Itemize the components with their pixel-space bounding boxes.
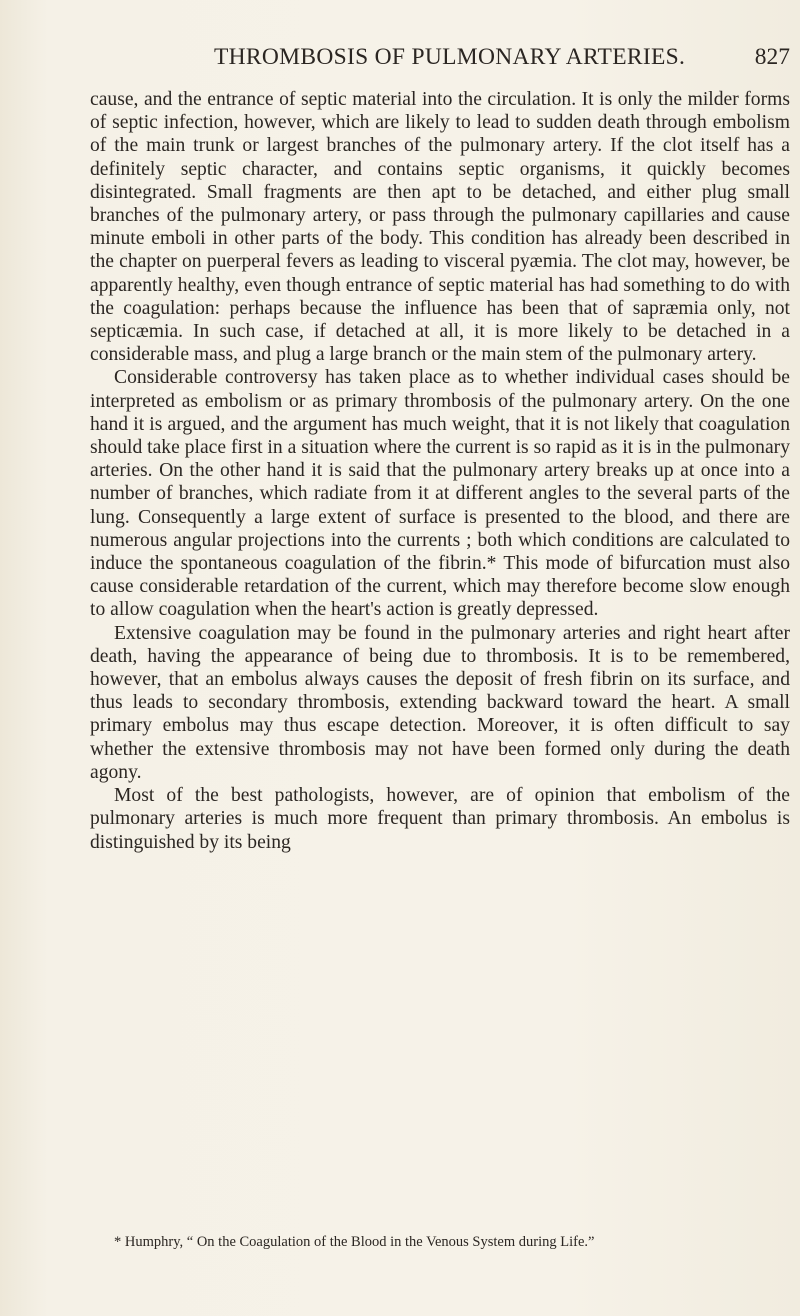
paragraph-extensive-coagulation: Extensive coagulation may be found in the pulmonary arteries and right heart after death, having the appearance of being due to thrombosis. It is to be remembered, however, that an embolus always causes the deposit of fresh fibrin on its surface, and thus leads to secondary thrombosis, extending backward toward the heart. A small primary embolus may thus escape detection. Moreover, it is often difficult to say whether the extensive thrombosis may not have been formed only during the death agony.	[90, 622, 790, 783]
paragraph-pathologists-opinion: Most of the best pathologists, however, are of opinion that embolism of the pulmonary arteries is much more frequent than primary thrombosis. An embolus is distinguished by its being	[90, 785, 790, 853]
body-text	[90, 88, 790, 854]
paragraph-septic-embolism: cause, and the entrance of septic material into the circulation. It is only the milder forms of septic infection, however, which are likely to lead to sudden death through embolism of the main trunk or largest branches of the pulmonary artery. If the clot itself has a definitely septic character, and contains septic organisms, it quickly becomes disintegrated. Small fragments are then apt to be detached, and either plug small branches of the pulmonary artery, or pass through the pulmonary capillaries and cause minute emboli in other parts of the body. This condition has already been described in the chapter on puerperal fevers as leading to visceral pyæmia. The clot may, however, be apparently healthy, even though entrance of septic material has had something to do with the coagulation: perhaps because the influence has been that of sapræmia only, not septicæmia. In such case, if detached at all, it is more likely to be detached in a considerable mass, and plug a large branch or the main stem of the pulmonary artery.	[90, 89, 790, 366]
footnote: * Humphry, “ On the Coagulation of the Blood in the Venous System during Life.”	[114, 1234, 595, 1250]
page-number: 827	[754, 44, 790, 70]
paragraph-controversy: Considerable controversy has taken place as to whether individual cases should be interpreted as embolism or as primary thrombosis of the pulmonary artery. On the one hand it is argued, and the argument has much weight, that it is not likely that coagulation should take place first in a situation where the current is so rapid as it is in the pulmonary arteries. On the other hand it is said that the pulmonary artery breaks up at once into a number of branches, which radiate from it at different angles to the several parts of the lung. Consequently a large extent of surface is presented to the blood, and there are numerous angular projections into the currents ; both which conditions are calculated to induce the spontaneous coagulation of the fibrin.* This mode of bifurcation must also cause considerable retardation of the current, which may therefore become slow enough to allow coagulation when the heart's action is greatly depressed.	[90, 367, 790, 621]
page-header	[90, 44, 790, 78]
running-head: THROMBOSIS OF PULMONARY ARTERIES.	[214, 44, 686, 70]
